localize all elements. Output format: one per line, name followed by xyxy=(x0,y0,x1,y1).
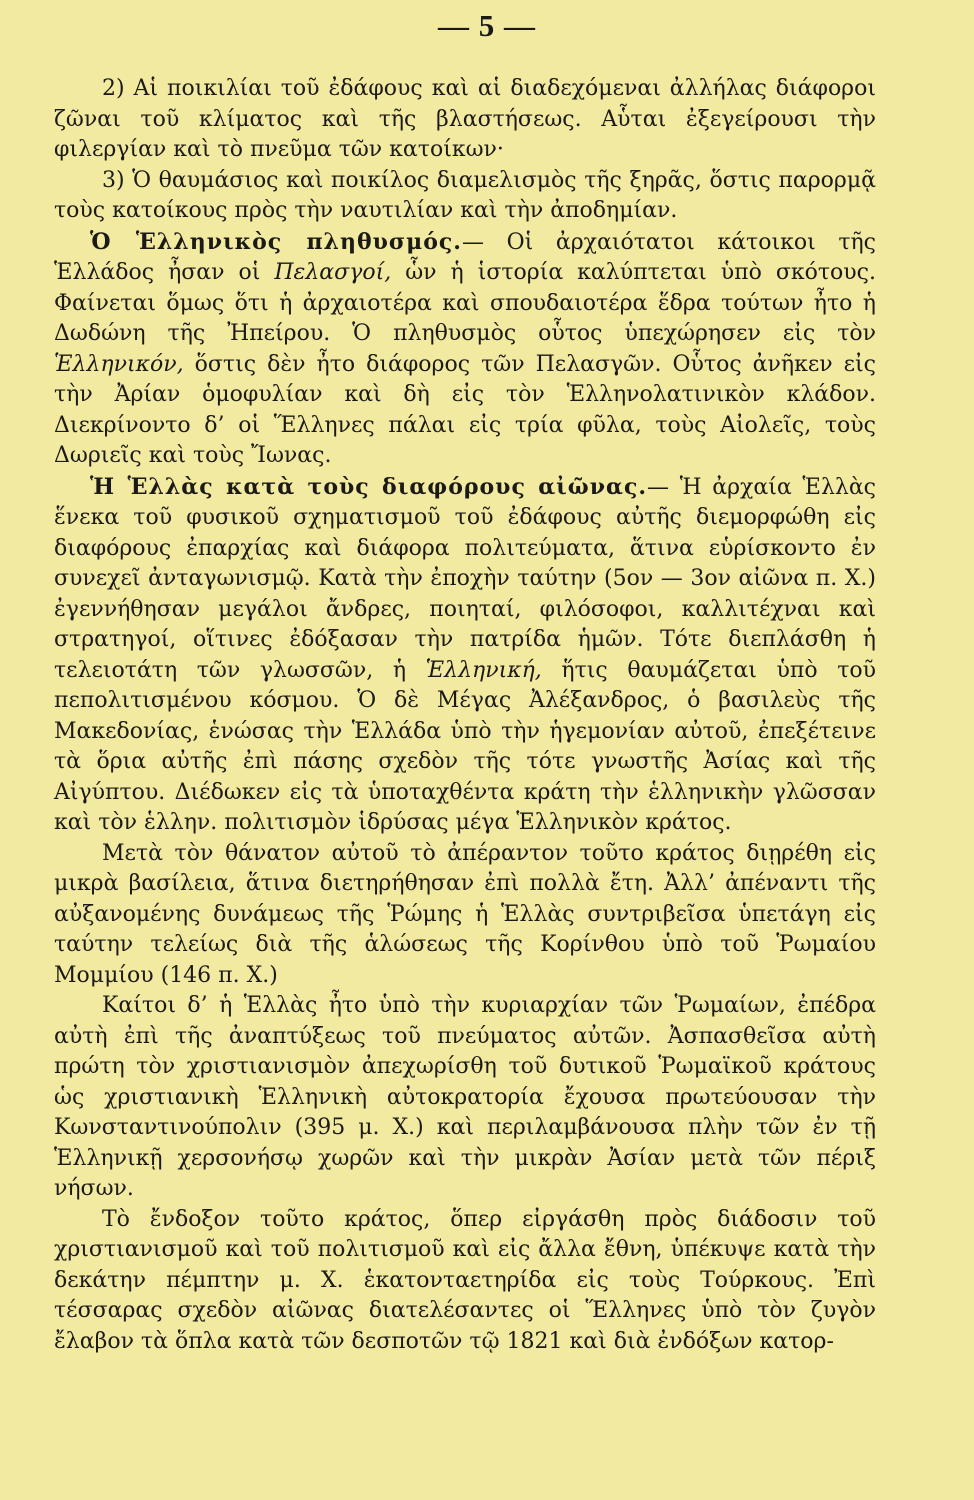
paragraph-byzantine-empire: Τὸ ἔνδοξον τοῦτο κράτος, ὅπερ εἰργάσθη πρὸς διάδοσιν τοῦ χριστιανισμοῦ καὶ τοῦ πολιτισμοῦ καὶ εἰς ἄλλα ἔθνη, ὑπέκυψε κατὰ τὴν δεκάτην πέμπτην μ. Χ. ἑκατονταετηρίδα εἰς τοὺς Τούρκους. Ἐπὶ τέσσαρας σχεδὸν αἰῶνας διατελέσαντες οἱ Ἕλληνες ὑπὸ τὸν ζυγὸν ἔλαβον τὰ ὅπλα κατὰ τῶν δεσποτῶν τῷ 1821 καὶ διὰ ἐνδόξων κατορ- xyxy=(54,1206,876,1354)
italic-term: Ἑλληνική, xyxy=(425,657,542,683)
paragraph-text: ὧν ἡ ἱστορία καλύπτεται ὑπὸ σκότους. Φαίνεται ὅμως ὅτι ἡ ἀρχαιοτέρα καὶ σπουδαιοτέρα ἕδρα τούτων ἦτο ἡ Δωδώνη τῆς Ἠπείρου. Ὁ πληθυσμὸς οὗτος ὑπεχώρησεν εἰς τὸν xyxy=(54,260,876,346)
page-number: — 5 — xyxy=(438,8,536,43)
paragraph-after-alexander: Μετὰ τὸν θάνατον αὐτοῦ τὸ ἀπέραντον τοῦτο κράτος διῃρέθη εἰς μικρὰ βασίλεια, ἅτινα διετηρήθησαν ἐπὶ πολλὰ ἔτη. Ἀλλ’ ἀπέναντι τῆς αὐξανομένης δυνάμεως τῆς Ῥώμης ἡ Ἑλλὰς συντριβεῖσα ὑπετάγη εἰς ταύτην τελείως διὰ τῆς ἁλώσεως τῆς Κορίνθου ὑπὸ τοῦ Ῥωμαίου Μομμίου (146 π. Χ.) xyxy=(54,840,876,988)
paragraph-text: ὅστις δὲν ἦτο διάφορος τῶν Πελασγῶν. Οὗτος ἀνῆκεν εἰς τὴν Ἀρίαν ὁμοφυλίαν καὶ δὴ εἰς τὸν Ἑλληνολατινικὸν κλάδον. Διεκρίνοντο δ’ οἱ Ἕλληνες πάλαι εἰς τρία φῦλα, τοὺς Αἰολεῖς, τοὺς Δωριεῖς καὶ τοὺς Ἴωνας. xyxy=(54,351,876,468)
paragraph-roman-rule: Καίτοι δ’ ἡ Ἑλλὰς ἦτο ὑπὸ τὴν κυριαρχίαν τῶν Ῥωμαίων, ἐπέδρα αὐτὴ ἐπὶ τῆς ἀναπτύξεως τοῦ πνεύματος αὐτῶν. Ἀσπασθεῖσα αὐτὴ πρώτη τὸν χριστιανισμὸν ἀπεχωρίσθη τοῦ δυτικοῦ Ῥωμαϊκοῦ κράτους ὡς χριστιανικὴ Ἑλληνικὴ αὐτοκρατορία ἔχουσα πρωτεύουσαν τὴν Κωνσταντινούπολιν (395 μ. Χ.) καὶ περιλαμβάνουσα πλὴν τῶν ἐν τῇ Ἑλληνικῇ χερσονήσῳ χωρῶν καὶ τὴν μικρὰν Ἀσίαν μετὰ τῶν πέριξ νήσων. xyxy=(54,993,876,1201)
paragraph-point-3: 3) Ὁ θαυμάσιος καὶ ποικίλος διαμελισμὸς τῆς ξηρᾶς, ὅστις παρορμᾷ τοὺς κατοίκους πρὸς τὴν ναυτιλίαν καὶ τὴν ἀποδημίαν. xyxy=(54,167,876,223)
italic-term: Πελασγοί, xyxy=(274,260,392,285)
section-heading-ages: Ἡ Ἑλλὰς κατὰ τοὺς διαφόρους αἰῶνας. xyxy=(90,473,647,500)
body-text xyxy=(54,74,876,1357)
paragraph-text: ἥτις θαυμάζεται ὑπὸ τοῦ πεπολιτισμένου κόσμου. Ὁ δὲ Μέγας Ἀλέξανδρος, ὁ βασιλεὺς τῆς Μακεδονίας, ἑνώσας τὴν Ἑλλάδα ὑπὸ τὴν ἡγεμονίαν αὐτοῦ, ἐπεξέτεινε τὰ ὅρια αὐτῆς ἐπὶ πάσης σχεδὸν τῆς τότε γνωστῆς Ἀσίας καὶ τῆς Αἰγύπτου. Διέδωκεν εἰς τὰ ὑποταχθέντα κράτη τὴν ἑλληνικὴν γλῶσσαν καὶ τὸν ἑλλην. πολιτισμὸν ἱδρύσας μέγα Ἑλληνικὸν κράτος. xyxy=(54,657,877,835)
paragraph-text: — Ἡ ἀρχαία Ἑλλὰς ἕνεκα τοῦ φυσικοῦ σχηματισμοῦ τοῦ ἐδάφους αὐτῆς διεμορφώθη εἰς διαφόρους ἐπαρχίας καὶ διάφορα πολιτεύματα, ἅτινα εὑρίσκοντο ἐν συνεχεῖ ἀνταγωνισμῷ. Κατὰ τὴν ἐποχὴν ταύτην (5ον — 3ον αἰῶνα π. Χ.) ἐγεννήθησαν μεγάλοι ἄνδρες, ποιηταί, φιλόσοφοι, καλλιτέχναι καὶ στρατηγοί, οἵτινες ἐδόξασαν τὴν πατρίδα ἡμῶν. Τότε διεπλάσθη ἡ τελειοτάτη τῶν γλωσσῶν, ἡ xyxy=(54,474,877,683)
section-heading-population: Ὁ Ἑλληνικὸς πληθυσμός. xyxy=(90,228,462,255)
paragraph-text: — Οἱ ἀρχαιότατοι κάτοικοι τῆς Ἑλλάδος ἦσαν οἱ xyxy=(54,229,876,285)
italic-term: Ἑλληνικόν, xyxy=(54,351,184,377)
paragraph-greek-population xyxy=(54,227,876,472)
paragraph-greece-through-ages xyxy=(54,472,876,839)
paragraph-point-2: 2) Αἱ ποικιλίαι τοῦ ἐδάφους καὶ αἱ διαδεχόμεναι ἀλλήλας διάφοροι ζῶναι τοῦ κλίματος καὶ τῆς βλαστήσεως. Αὗται ἐξεγείρουσι τὴν φιλεργίαν καὶ τὸ πνεῦμα τῶν κατοίκων· xyxy=(54,76,876,162)
